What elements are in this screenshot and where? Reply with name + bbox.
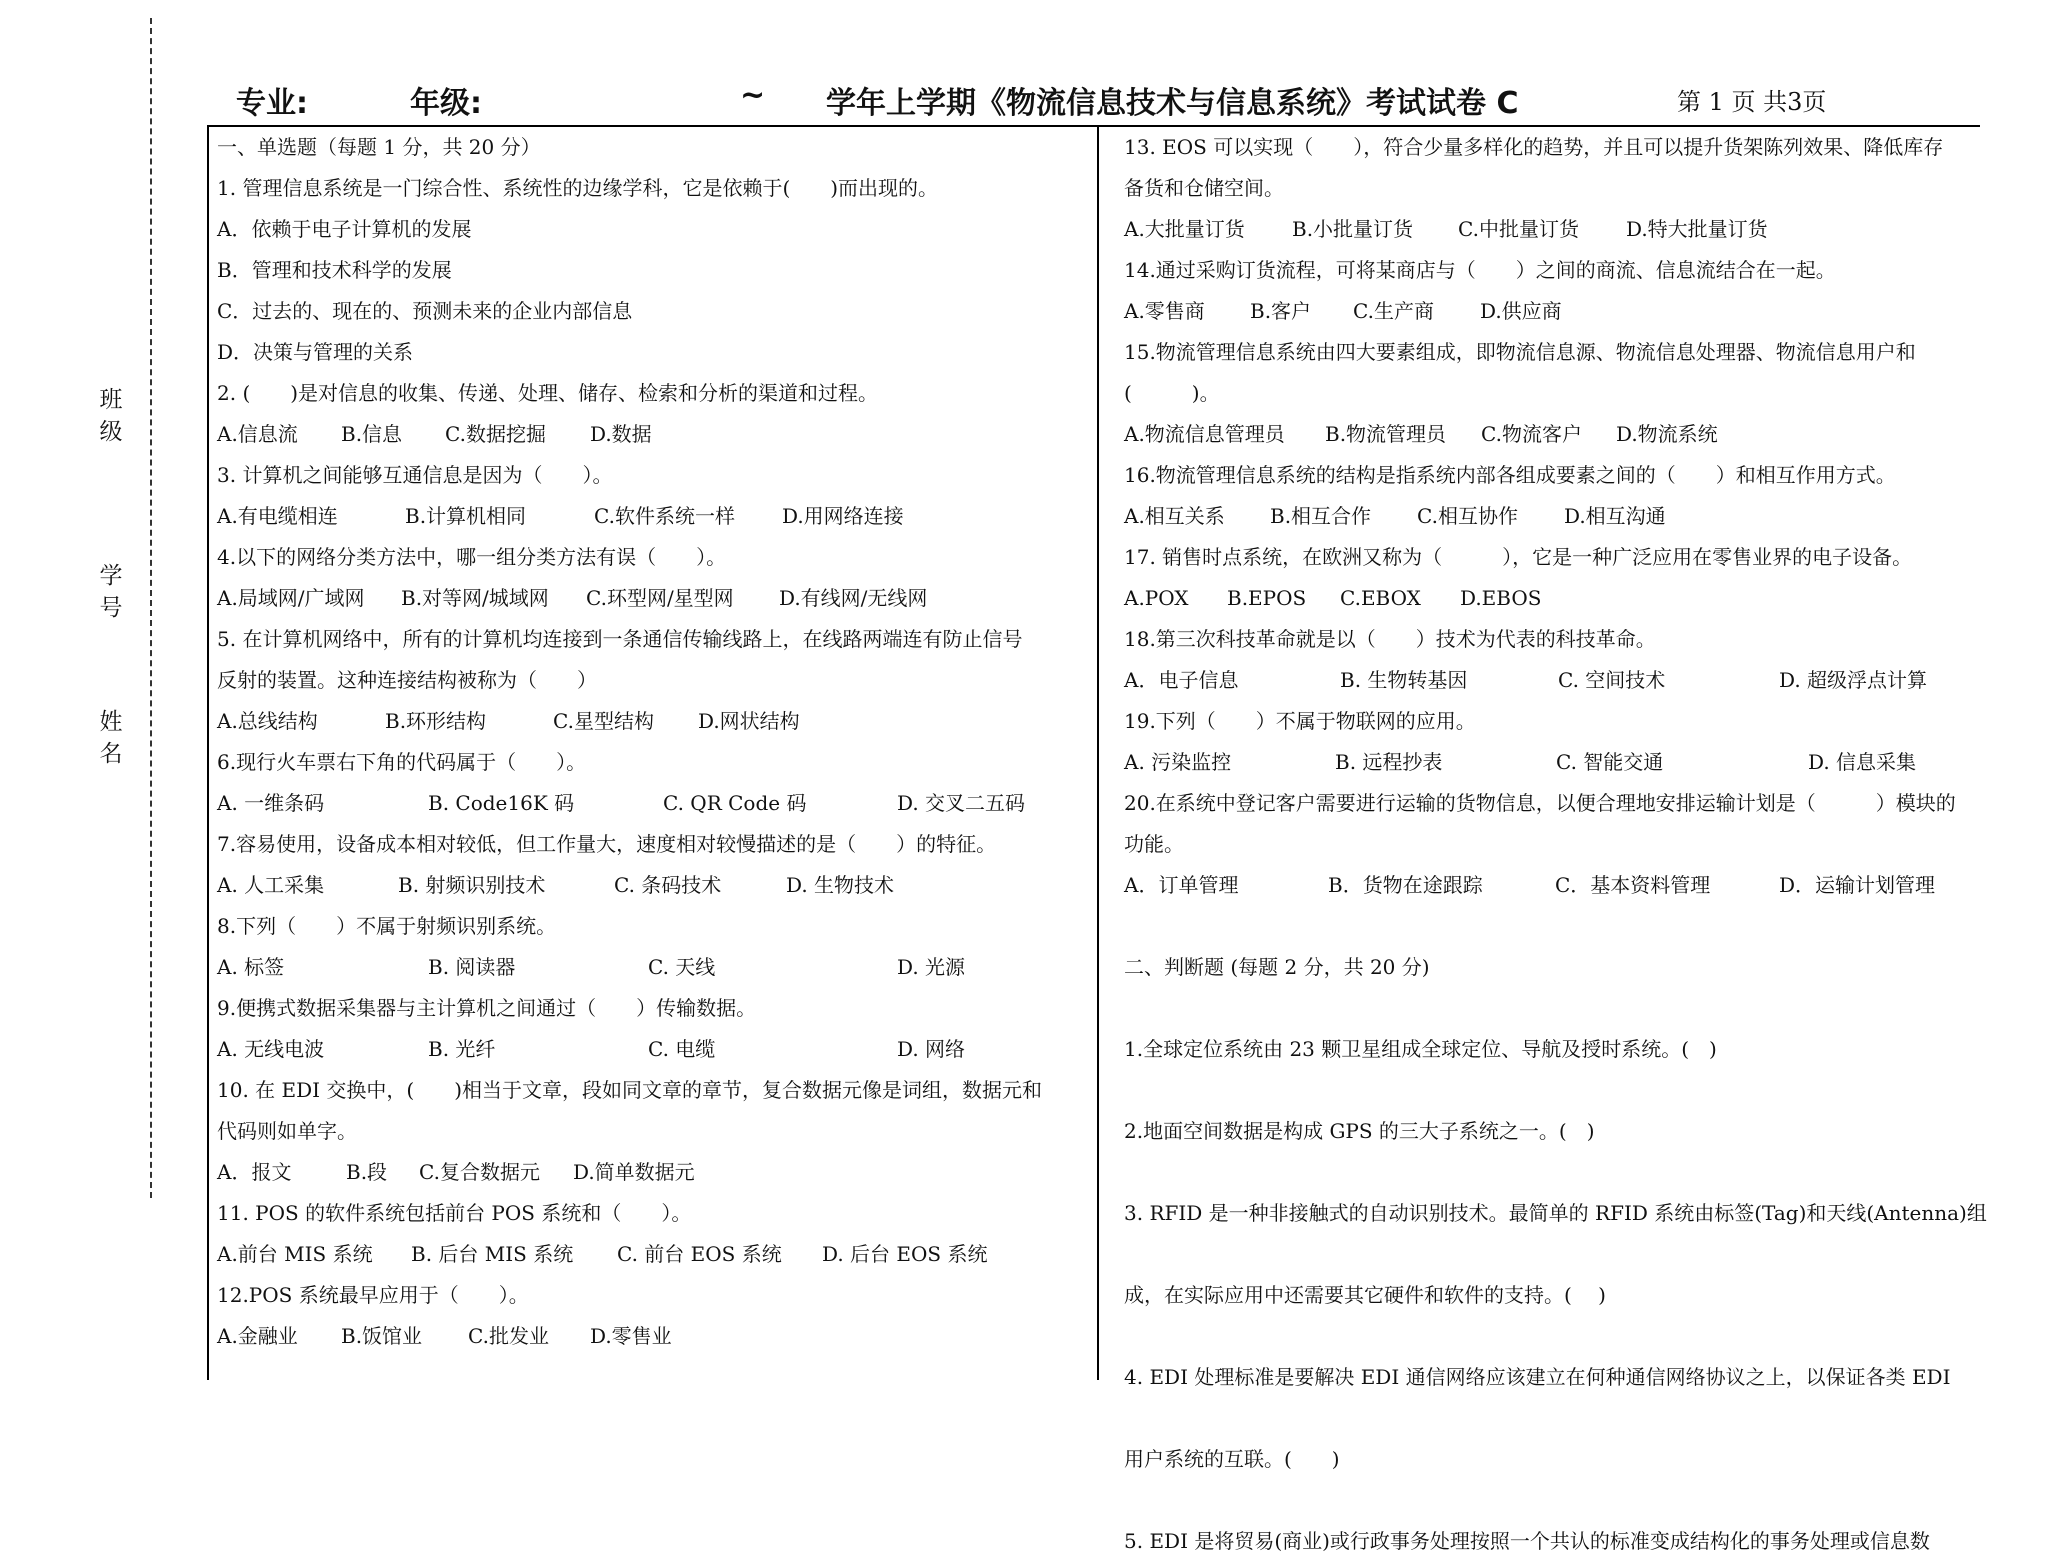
question-line: 3. RFID 是一种非接触式的自动识别技术。最简单的 RFID 系统由标签(Tag)和天线(Antenna)组: [1124, 1201, 1987, 1225]
question-line: 功能。: [1124, 832, 1184, 856]
answer-option: A.相互关系: [1124, 504, 1225, 528]
question-line: 5. EDI 是将贸易(商业)或行政事务处理按照一个共认的标准变成结构化的事务处理或信息数: [1124, 1529, 1930, 1553]
question-line: A．依赖于电子计算机的发展: [217, 217, 472, 241]
exam-header: [230, 78, 2064, 126]
question-line: 2.地面空间数据是构成 GPS 的三大子系统之一。( ): [1124, 1119, 1595, 1143]
question-line: 18.第三次科技革命就是以（ ）技术为代表的科技革命。: [1124, 627, 1656, 651]
answer-option: B.客户: [1250, 299, 1312, 323]
question-line: [1124, 1152, 1984, 1193]
left-question-column: [217, 127, 1087, 1357]
answer-option: A. 人工采集: [217, 873, 325, 897]
student-number-label-text: 学号: [99, 563, 123, 621]
question-line: 11. POS 的软件系统包括前台 POS 系统和（ ）。: [217, 1201, 692, 1225]
answer-option: C.中批量订货: [1458, 217, 1579, 241]
option-row: [1124, 209, 1984, 250]
answer-option: A.有电缆相连: [217, 504, 338, 528]
option-row: [217, 1029, 1087, 1070]
option-row: [217, 578, 1087, 619]
answer-option: B. 生物转基因: [1340, 668, 1468, 692]
question-line: [1124, 1234, 1984, 1275]
class-label-text: 班级: [99, 387, 123, 445]
answer-option: D. 超级浮点计算: [1779, 668, 1928, 692]
question-line: 二、判断题 (每题 2 分，共 20 分): [1124, 955, 1430, 979]
question-line: ( )。: [1124, 381, 1220, 405]
option-row: [1124, 414, 1984, 455]
question-line: 4.以下的网络分类方法中，哪一组分类方法有误（ ）。: [217, 545, 727, 569]
question-line: 1.全球定位系统由 23 颗卫星组成全球定位、导航及授时系统。( ): [1124, 1037, 1717, 1061]
answer-option: C.复合数据元: [419, 1160, 540, 1184]
answer-option: B. 射频识别技术: [398, 873, 546, 897]
option-row: [1124, 742, 1984, 783]
answer-option: C.星型结构: [553, 709, 654, 733]
answer-option: D.数据: [590, 422, 652, 446]
question-line: [1124, 1070, 1984, 1111]
grade-label: 年级:: [410, 86, 482, 121]
question-line: 16.物流管理信息系统的结构是指系统内部各组成要素之间的（ ）和相互作用方式。: [1124, 463, 1896, 487]
exam-title: 学年上学期《物流信息技术与信息系统》考试试卷 C: [826, 86, 1519, 121]
major-label: 专业:: [236, 86, 308, 121]
question-line: 14.通过采购订货流程，可将某商店与（ ）之间的商流、信息流结合在一起。: [1124, 258, 1836, 282]
question-line: 1. 管理信息系统是一门综合性、系统性的边缘学科，它是依赖于( )而出现的。: [217, 176, 939, 200]
answer-option: D. 交叉二五码: [897, 791, 1026, 815]
answer-option: C. 空间技术: [1558, 668, 1666, 692]
answer-option: C. 智能交通: [1556, 750, 1664, 774]
question-line: [1124, 1316, 1984, 1357]
question-line: 15.物流管理信息系统由四大要素组成，即物流信息源、物流信息处理器、物流信息用户和: [1124, 340, 1916, 364]
answer-option: A.信息流: [217, 422, 298, 446]
answer-option: B.计算机相同: [405, 504, 527, 528]
answer-option: D.物流系统: [1616, 422, 1718, 446]
answer-option: D.供应商: [1480, 299, 1562, 323]
option-row: [1124, 496, 1984, 537]
answer-option: A．订单管理: [1124, 873, 1239, 897]
class-label: [98, 384, 124, 448]
question-line: [1124, 1398, 1984, 1439]
answer-option: A.零售商: [1124, 299, 1205, 323]
answer-option: D．运输计划管理: [1779, 873, 1936, 897]
answer-option: C. 电缆: [648, 1037, 716, 1061]
question-line: C．过去的、现在的、预测未来的企业内部信息: [217, 299, 633, 323]
answer-option: B.对等网/城域网: [401, 586, 549, 610]
question-line: 6.现行火车票右下角的代码属于（ ）。: [217, 750, 587, 774]
answer-option: B.小批量订货: [1292, 217, 1414, 241]
answer-option: B.EPOS: [1227, 586, 1307, 610]
answer-option: D.特大批量订货: [1626, 217, 1768, 241]
question-line: 12.POS 系统最早应用于（ ）。: [217, 1283, 529, 1307]
answer-option: A.物流信息管理员: [1124, 422, 1285, 446]
answer-option: D.零售业: [590, 1324, 672, 1348]
answer-option: C. 前台 EOS 系统: [617, 1242, 782, 1266]
column-divider: [1097, 125, 1099, 1380]
question-line: [1124, 906, 1984, 947]
answer-option: C. 天线: [648, 955, 716, 979]
option-row: [1124, 865, 1984, 906]
page-info: 第 1 页 共3页: [1677, 88, 1827, 116]
answer-option: B. 远程抄表: [1335, 750, 1443, 774]
answer-option: A.大批量订货: [1124, 217, 1245, 241]
option-row: [217, 1152, 1087, 1193]
answer-option: D.相互沟通: [1564, 504, 1666, 528]
binding-dashed-line: [150, 18, 152, 1198]
option-row: [217, 1316, 1087, 1357]
answer-option: C.相互协作: [1417, 504, 1518, 528]
answer-option: D.用网络连接: [782, 504, 904, 528]
answer-option: B. 后台 MIS 系统: [411, 1242, 574, 1266]
answer-option: A. 一维条码: [217, 791, 325, 815]
option-row: [217, 414, 1087, 455]
name-label-text: 姓名: [99, 709, 123, 767]
year-tilde: ~: [740, 78, 766, 113]
answer-option: B.物流管理员: [1325, 422, 1447, 446]
right-question-column: [1124, 127, 1987, 1562]
question-line: 2. ( )是对信息的收集、传递、处理、储存、检索和分析的渠道和过程。: [217, 381, 879, 405]
question-line: 20.在系统中登记客户需要进行运输的货物信息，以便合理地安排运输计划是（ ）模块的: [1124, 791, 1956, 815]
question-line: 9.便携式数据采集器与主计算机之间通过（ ）传输数据。: [217, 996, 757, 1020]
answer-option: B. 光纤: [428, 1037, 496, 1061]
answer-option: B.环形结构: [385, 709, 487, 733]
answer-option: C.EBOX: [1340, 586, 1421, 610]
question-line: [1124, 988, 1984, 1029]
question-line: 17. 销售时点系统，在欧洲又称为（ ），它是一种广泛应用在零售业界的电子设备。: [1124, 545, 1913, 569]
answer-option: C.环型网/星型网: [586, 586, 734, 610]
question-line: 19.下列（ ）不属于物联网的应用。: [1124, 709, 1476, 733]
answer-option: D. 生物技术: [786, 873, 895, 897]
answer-option: A.POX: [1124, 586, 1189, 610]
answer-option: D. 光源: [897, 955, 966, 979]
question-line: B．管理和技术科学的发展: [217, 258, 452, 282]
answer-option: D. 信息采集: [1808, 750, 1917, 774]
answer-option: C. QR Code 码: [663, 791, 807, 815]
answer-option: A.总线结构: [217, 709, 318, 733]
answer-option: D.EBOS: [1460, 586, 1542, 610]
answer-option: A. 无线电波: [217, 1037, 325, 1061]
question-line: 7.容易使用，设备成本相对较低，但工作量大，速度相对较慢描述的是（ ）的特征。: [217, 832, 997, 856]
question-line: 13. EOS 可以实现（ ），符合少量多样化的趋势，并且可以提升货架陈列效果、降低库存: [1124, 135, 1944, 159]
option-row: [217, 947, 1087, 988]
answer-option: C.生产商: [1353, 299, 1434, 323]
answer-option: A．电子信息: [1124, 668, 1239, 692]
question-line: 一、单选题（每题 1 分，共 20 分）: [217, 135, 541, 159]
question-line: 备货和仓储空间。: [1124, 176, 1284, 200]
question-line: 代码则如单字。: [217, 1119, 357, 1143]
answer-option: A.金融业: [217, 1324, 298, 1348]
answer-option: D.简单数据元: [573, 1160, 695, 1184]
answer-option: B．货物在途跟踪: [1328, 873, 1483, 897]
answer-option: A. 污染监控: [1124, 750, 1232, 774]
left-border-line: [207, 125, 209, 1380]
question-line: 反射的装置。这种连接结构被称为（ ）: [217, 668, 597, 692]
question-line: 10. 在 EDI 交换中，( )相当于文章，段如同文章的章节，复合数据元像是词组，数据元和: [217, 1078, 1043, 1102]
answer-option: C.数据挖掘: [445, 422, 546, 446]
answer-option: B.饭馆业: [341, 1324, 423, 1348]
answer-option: B. 阅读器: [428, 955, 516, 979]
answer-option: D. 后台 EOS 系统: [822, 1242, 988, 1266]
answer-option: D.网状结构: [698, 709, 800, 733]
option-row: [1124, 578, 1984, 619]
answer-option: C.批发业: [468, 1324, 549, 1348]
question-line: 成，在实际应用中还需要其它硬件和软件的支持。( ): [1124, 1283, 1606, 1307]
answer-option: B.信息: [341, 422, 403, 446]
answer-option: C. 条码技术: [614, 873, 722, 897]
answer-option: C.软件系统一样: [594, 504, 735, 528]
option-row: [217, 783, 1087, 824]
question-line: 5. 在计算机网络中，所有的计算机均连接到一条通信传输线路上，在线路两端连有防止信号: [217, 627, 1023, 651]
question-line: [1124, 1480, 1984, 1521]
answer-option: B. Code16K 码: [428, 791, 575, 815]
option-row: [217, 496, 1087, 537]
option-row: [1124, 291, 1984, 332]
option-row: [1124, 660, 1984, 701]
question-line: 3. 计算机之间能够互通信息是因为（ ）。: [217, 463, 613, 487]
answer-option: A.局域网/广域网: [217, 586, 365, 610]
option-row: [217, 1234, 1087, 1275]
answer-option: B.相互合作: [1270, 504, 1372, 528]
answer-option: D. 网络: [897, 1037, 966, 1061]
answer-option: A．报文: [217, 1160, 292, 1184]
answer-option: D.有线网/无线网: [779, 586, 928, 610]
name-label: [98, 706, 124, 770]
answer-option: A.前台 MIS 系统: [217, 1242, 373, 1266]
answer-option: A. 标签: [217, 955, 285, 979]
question-line: D．决策与管理的关系: [217, 340, 414, 364]
answer-option: C．基本资料管理: [1555, 873, 1711, 897]
answer-option: B.段: [346, 1160, 388, 1184]
option-row: [217, 701, 1087, 742]
question-line: 8.下列（ ）不属于射频识别系统。: [217, 914, 557, 938]
question-line: 用户系统的互联。( ): [1124, 1447, 1340, 1471]
option-row: [217, 865, 1087, 906]
student-number-label: [98, 560, 124, 624]
answer-option: C.物流客户: [1481, 422, 1582, 446]
question-line: 4. EDI 处理标准是要解决 EDI 通信网络应该建立在何种通信网络协议之上，以保证各类 EDI: [1124, 1365, 1951, 1389]
